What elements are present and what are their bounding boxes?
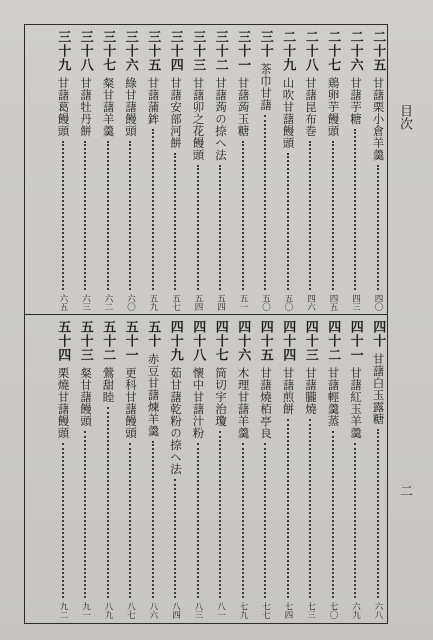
entry-page-number: 五四 [215, 294, 226, 311]
entry-page-number: 五七 [170, 294, 181, 311]
entry-number: 二十七 [325, 30, 341, 72]
toc-entry [323, 320, 343, 620]
entry-page-number: 六九 [350, 602, 361, 619]
entry-page-number: 五四 [193, 294, 204, 311]
toc-entry [76, 30, 96, 312]
entry-title: 甘藷牡丹餅 [79, 77, 94, 137]
entry-number: 四十三 [302, 320, 318, 362]
toc-entry [211, 30, 231, 312]
toc-entry [346, 320, 366, 620]
dot-leader [84, 431, 86, 598]
entry-number: 二十五 [370, 30, 386, 72]
dot-leader [174, 153, 176, 290]
entry-number: 二十九 [280, 30, 296, 72]
toc-entry [278, 30, 298, 312]
toc-entry [256, 30, 276, 312]
entry-number: 五十二 [100, 320, 116, 362]
dot-leader [242, 141, 244, 290]
entry-title: 懷中甘藷汁粉 [191, 367, 206, 439]
toc-entry [98, 320, 118, 620]
entry-title: 甘藷卯之花饅頭 [191, 77, 206, 161]
dot-leader [174, 479, 176, 598]
entry-number: 三十一 [235, 30, 251, 72]
dot-leader [197, 443, 199, 598]
entry-number: 四十八 [190, 320, 206, 362]
entry-number: 五十四 [55, 320, 71, 362]
entry-number: 三十二 [212, 30, 228, 72]
toc-entry [143, 320, 163, 620]
entry-page-number: 九一 [80, 602, 91, 619]
entry-title: 粲甘藷羊羹 [101, 77, 116, 137]
dot-leader [377, 165, 379, 290]
toc-entry [188, 320, 208, 620]
entry-title: 栗燒甘藷饅頭 [56, 367, 71, 439]
entry-title: 甘藷白玉露糖 [371, 353, 386, 425]
running-header: 目次 [397, 104, 412, 130]
toc-entry [188, 30, 208, 312]
page-folio: 二 [397, 484, 412, 497]
entry-title: 鶏卵芋饅頭 [326, 77, 341, 137]
entry-number: 二十八 [302, 30, 318, 72]
dot-leader [332, 431, 334, 598]
dot-leader [129, 443, 131, 598]
entry-page-number: 五九 [148, 294, 159, 311]
toc-entry [278, 320, 298, 620]
entry-title: 赤豆甘藷煉羊羹 [146, 353, 161, 437]
entry-number: 四十九 [167, 320, 183, 362]
toc-entry [53, 30, 73, 312]
dot-leader [264, 443, 266, 598]
entry-number: 三十七 [100, 30, 116, 72]
entry-number: 五十一 [122, 320, 138, 362]
entry-title: 茶巾甘藷 [259, 63, 274, 111]
entry-number: 四十一 [347, 320, 363, 362]
entry-title: 甘藷葛饅頭 [56, 77, 71, 137]
dot-leader [354, 129, 356, 290]
entry-number: 四十 [370, 320, 386, 348]
entry-number: 三十九 [55, 30, 71, 72]
dot-leader [197, 165, 199, 290]
dot-leader [287, 153, 289, 290]
entry-number: 三十八 [77, 30, 93, 72]
entry-page-number: 五一 [238, 294, 249, 311]
entry-page-number: 七七 [260, 602, 271, 619]
toc-entry [346, 30, 366, 312]
entry-number: 三十三 [190, 30, 206, 72]
entry-title: 茹甘藷乾粉の捺へ法 [169, 367, 184, 475]
dot-leader [107, 141, 109, 290]
toc-entry [76, 320, 96, 620]
entry-title: 甘藷蒟の捺へ法 [214, 77, 229, 161]
dot-leader [354, 443, 356, 598]
entry-title: 甘藷安部河餅 [169, 77, 184, 149]
entry-page-number: 四〇 [373, 294, 384, 311]
dot-leader [62, 443, 64, 598]
dot-leader [309, 419, 311, 598]
entry-number: 三十 [257, 30, 273, 58]
entry-page-number: 七〇 [328, 602, 339, 619]
entry-title: 鶯甜睦 [101, 367, 116, 403]
dot-leader [129, 141, 131, 290]
entry-page-number: 六三 [80, 294, 91, 311]
entry-number: 四十七 [212, 320, 228, 362]
entry-number: 五十 [145, 320, 161, 348]
toc-entry [301, 30, 321, 312]
entry-page-number: 五〇 [283, 294, 294, 311]
toc-entry [211, 320, 231, 620]
toc-entry [143, 30, 163, 312]
entry-number: 三十四 [167, 30, 183, 72]
entry-title: 甘藷燒栢亭良 [259, 367, 274, 439]
dot-leader [152, 441, 154, 598]
entry-page-number: 八四 [170, 602, 181, 619]
toc-entry [323, 30, 343, 312]
entry-page-number: 八九 [103, 602, 114, 619]
entry-page-number: 八六 [148, 602, 159, 619]
entry-page-number: 六二 [103, 294, 114, 311]
dot-leader [219, 431, 221, 598]
toc-entry [121, 30, 141, 312]
entry-title: 甘藷煎餅 [281, 367, 296, 415]
dot-leader [84, 141, 86, 290]
section-divider [24, 314, 388, 315]
dot-leader [152, 129, 154, 290]
dot-leader [219, 165, 221, 290]
entry-title: 山吹甘藷饅頭 [281, 77, 296, 149]
dot-leader [332, 141, 334, 290]
entry-page-number: 九二 [58, 602, 69, 619]
entry-page-number: 八三 [193, 602, 204, 619]
entry-title: 甘藷朧燒 [304, 367, 319, 415]
entry-title: 粲甘藷饅頭 [79, 367, 94, 427]
entry-page-number: 六五 [58, 294, 69, 311]
toc-entry [166, 30, 186, 312]
entry-title: 甘藷紅玉羊羹 [349, 367, 364, 439]
dot-leader [287, 419, 289, 598]
dot-leader [309, 141, 311, 290]
entry-number: 三十五 [145, 30, 161, 72]
entry-number: 二十六 [347, 30, 363, 72]
dot-leader [62, 141, 64, 290]
toc-entry [256, 320, 276, 620]
entry-page-number: 七三 [305, 602, 316, 619]
dot-leader [264, 115, 266, 290]
entry-number: 四十二 [325, 320, 341, 362]
entry-page-number: 七九 [238, 602, 249, 619]
toc-entry [301, 320, 321, 620]
toc-entry [53, 320, 73, 620]
toc-entry [233, 30, 253, 312]
entry-number: 五十三 [77, 320, 93, 362]
entry-title: 甘藷蒲鉾 [146, 77, 161, 125]
entry-number: 三十六 [122, 30, 138, 72]
entry-title: 更科甘藷饅頭 [124, 367, 139, 439]
entry-page-number: 六〇 [125, 294, 136, 311]
toc-entry [121, 320, 141, 620]
toc-entry [233, 320, 253, 620]
entry-number: 四十六 [235, 320, 251, 362]
entry-page-number: 八七 [125, 602, 136, 619]
entry-page-number: 五〇 [260, 294, 271, 311]
entry-title: 筒切宇治瓊 [214, 367, 229, 427]
entry-title: 甘藷輕羹蒸 [326, 367, 341, 427]
entry-number: 四十五 [257, 320, 273, 362]
entry-page-number: 四六 [305, 294, 316, 311]
dot-leader [107, 407, 109, 598]
entry-page-number: 八一 [215, 602, 226, 619]
entry-page-number: 七四 [283, 602, 294, 619]
entry-title: 綠甘藷饅頭 [124, 77, 139, 137]
entry-title: 甘藷栗小倉羊羹 [371, 77, 386, 161]
toc-entry [166, 320, 186, 620]
entry-title: 甘藷昆布巻 [304, 77, 319, 137]
entry-page-number: 六八 [373, 602, 384, 619]
dot-leader [242, 443, 244, 598]
toc-entry [368, 30, 388, 312]
toc-entry [368, 320, 388, 620]
entry-title: 木理甘藷羊羹 [236, 367, 251, 439]
entry-title: 甘藷蒟玉糖 [236, 77, 251, 137]
entry-page-number: 四五 [328, 294, 339, 311]
toc-entry [98, 30, 118, 312]
entry-page-number: 四三 [350, 294, 361, 311]
entry-title: 甘藷芋糖 [349, 77, 364, 125]
dot-leader [377, 429, 379, 598]
entry-number: 四十四 [280, 320, 296, 362]
